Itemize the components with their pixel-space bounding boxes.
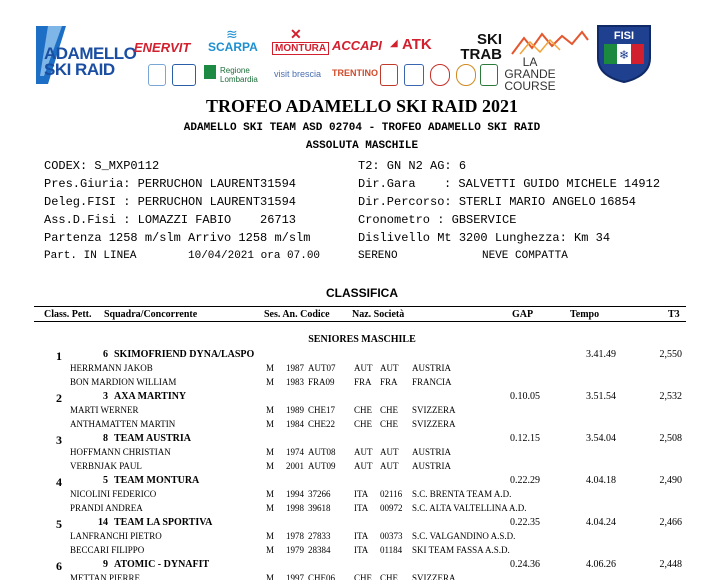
- team-t3: 2,550: [659, 349, 682, 360]
- athlete-club-code: AUT: [380, 447, 399, 457]
- header-ses-an-codice: Ses. An. Codice: [264, 309, 330, 320]
- partner-logo-7: [480, 64, 498, 86]
- team-time: 4.04.18: [586, 475, 616, 486]
- pres-giuria-field: Pres.Giuria: PERRUCHON LAURENT: [44, 177, 261, 191]
- event-title: TROFEO ADAMELLO SKI RAID 2021: [205, 96, 519, 116]
- athlete-club-code: FRA: [380, 377, 398, 387]
- team-time: 3.41.49: [586, 349, 616, 360]
- athlete-code: 27833: [308, 531, 331, 541]
- team-rank: 2: [56, 391, 62, 405]
- team-row: [0, 517, 724, 531]
- header-tempo: Tempo: [570, 309, 600, 320]
- athlete-club-name: S.C. ALTA VALTELLINA A.D.: [412, 503, 527, 513]
- lombardia-cross-icon: [204, 65, 216, 79]
- athlete-row: [0, 405, 724, 419]
- scarpa-logo: SCARPA: [208, 40, 258, 54]
- athlete-row: [0, 461, 724, 475]
- athlete-sex: M: [266, 363, 275, 373]
- team-name: TEAM AUSTRIA: [114, 433, 191, 444]
- athlete-club-code: 01184: [380, 545, 403, 555]
- team-bib: 14: [98, 517, 108, 528]
- visit-brescia-logo: visit brescia: [274, 69, 322, 79]
- fisi-logo-text: FISI: [613, 30, 635, 42]
- athlete-name: HERRMANN JAKOB: [70, 363, 153, 373]
- athlete-code: CHE06: [308, 573, 335, 580]
- t2-field: T2: GN N2 AG: 6: [358, 159, 467, 173]
- athlete-row: [0, 503, 724, 517]
- team-time: 3.51.54: [586, 391, 616, 402]
- dir-gara-value: : SALVETTI GUIDO MICHELE 14912: [444, 177, 661, 191]
- snow-field: NEVE COMPATTA: [482, 250, 568, 262]
- dir-percorso-code: 16854: [600, 195, 637, 209]
- codex-field: CODEX: S_MXP0112: [44, 159, 160, 173]
- team-time: 4.06.26: [586, 559, 616, 570]
- athlete-year: 1994: [286, 489, 304, 499]
- athlete-code: FRA09: [308, 377, 335, 387]
- team-time: 3.54.04: [586, 433, 616, 444]
- header-squadra: Squadra/Concorrente: [104, 309, 198, 320]
- athlete-club-name: SKI TEAM FASSA A.S.D.: [412, 545, 510, 555]
- start-type-field: Part. IN LINEA: [44, 250, 137, 262]
- ass-fisi-field: Ass.D.Fisi : LOMAZZI FABIO: [44, 213, 232, 227]
- athlete-year: 1989: [286, 405, 304, 415]
- athlete-year: 1974: [286, 447, 304, 457]
- partner-logo-4: [404, 64, 424, 86]
- athlete-name: VERBNJAK PAUL: [70, 461, 142, 471]
- athlete-sex: M: [266, 531, 275, 541]
- regione-lombardia-logo: Regione Lombardia: [220, 66, 258, 84]
- team-gap: 0.22.29: [510, 475, 540, 486]
- athlete-row: [0, 489, 724, 503]
- scarpa-wave-icon: ≋: [226, 26, 238, 42]
- athlete-year: 2001: [286, 461, 304, 471]
- team-row: [0, 475, 724, 489]
- athlete-year: 1998: [286, 503, 304, 513]
- table-top-rule: [34, 306, 686, 307]
- athlete-club-code: AUT: [380, 461, 399, 471]
- athlete-name: NICOLINI FEDERICO: [70, 489, 157, 499]
- team-rank: 5: [56, 517, 62, 531]
- dir-gara-label: Dir.Gara: [358, 177, 416, 191]
- enervit-logo: ENERVIT: [134, 40, 191, 55]
- athlete-nation: ITA: [354, 545, 369, 555]
- athlete-club-name: SVIZZERA: [412, 405, 456, 415]
- team-t3: 2,448: [659, 559, 682, 570]
- team-bib: 6: [103, 349, 108, 360]
- la-grande-course-logo: LA GRANDE COURSE: [504, 55, 556, 93]
- team-rank: 1: [56, 349, 62, 363]
- athlete-club-name: SVIZZERA: [412, 573, 456, 580]
- team-bib: 9: [103, 559, 108, 570]
- athlete-club-code: CHE: [380, 419, 398, 429]
- team-t3: 2,466: [659, 517, 682, 528]
- athlete-name: BECCARI FILIPPO: [70, 545, 145, 555]
- dir-percorso-field: Dir.Percorso: STERLI MARIO ANGELO: [358, 195, 596, 209]
- partner-logo-2: [172, 64, 196, 86]
- athlete-nation: ITA: [354, 531, 369, 541]
- team-gap: 0.22.35: [510, 517, 540, 528]
- athlete-year: 1979: [286, 545, 304, 555]
- athlete-name: LANFRANCHI PIETRO: [70, 531, 162, 541]
- ass-fisi-code: 26713: [260, 213, 297, 227]
- team-row: [0, 559, 724, 573]
- table-header-rule: [34, 321, 686, 322]
- dislivello-lunghezza-field: Dislivello Mt 3200 Lunghezza: Km 34: [358, 231, 611, 245]
- athlete-club-code: 00373: [380, 531, 403, 541]
- athlete-code: AUT09: [308, 461, 336, 471]
- athlete-name: MARTI WERNER: [70, 405, 139, 415]
- athlete-row: [0, 545, 724, 559]
- partenza-arrivo-field: Partenza 1258 m/slm Arrivo 1258 m/slm: [44, 231, 311, 245]
- athlete-code: CHE17: [308, 405, 335, 415]
- svg-text:❄: ❄: [618, 48, 630, 62]
- sponsor-logo-band: [0, 0, 724, 92]
- seniores-maschile-heading: SENIORES MASCHILE: [308, 334, 416, 345]
- athlete-club-name: S.C. BRENTA TEAM A.D.: [412, 489, 512, 499]
- athlete-nation: AUT: [354, 363, 373, 373]
- athlete-sex: M: [266, 573, 275, 580]
- partner-logo-3: [380, 64, 398, 86]
- trentino-logo: TRENTINO: [332, 68, 378, 78]
- athlete-club-code: CHE: [380, 573, 398, 580]
- organizer-line: ADAMELLO SKI TEAM ASD 02704 - TROFEO ADAMELLO SKI RAID: [183, 122, 541, 134]
- athlete-nation: CHE: [354, 419, 372, 429]
- team-bib: 8: [103, 433, 108, 444]
- team-gap: 0.24.36: [510, 559, 540, 570]
- athlete-sex: M: [266, 377, 275, 387]
- fisi-shield-icon: [594, 22, 654, 84]
- athlete-code: 28384: [308, 545, 331, 555]
- team-gap: 0.10.05: [510, 391, 540, 402]
- team-rank: 4: [56, 475, 62, 489]
- team-gap: 0.12.15: [510, 433, 540, 444]
- athlete-name: BON MARDION WILLIAM: [70, 377, 177, 387]
- athlete-code: AUT07: [308, 363, 336, 373]
- athlete-club-name: SVIZZERA: [412, 419, 456, 429]
- athlete-year: 1987: [286, 363, 304, 373]
- athlete-nation: FRA: [354, 377, 372, 387]
- athlete-year: 1997: [286, 573, 304, 580]
- athlete-sex: M: [266, 419, 275, 429]
- atk-triangle-icon: ◢: [390, 38, 398, 49]
- athlete-club-name: FRANCIA: [412, 377, 452, 387]
- athlete-code: CHE22: [308, 419, 335, 429]
- athlete-row: [0, 573, 724, 580]
- athlete-sex: M: [266, 447, 275, 457]
- team-rank: 3: [56, 433, 62, 447]
- athlete-nation: AUT: [354, 461, 373, 471]
- team-name: ATOMIC - DYNAFIT: [114, 559, 210, 570]
- athlete-row: [0, 531, 724, 545]
- athlete-club-code: AUT: [380, 363, 399, 373]
- header-gap: GAP: [512, 309, 534, 320]
- accapi-logo: ACCAPI: [332, 38, 382, 53]
- athlete-year: 1984: [286, 419, 304, 429]
- athlete-nation: AUT: [354, 447, 373, 457]
- athlete-sex: M: [266, 545, 275, 555]
- team-t3: 2,490: [659, 475, 682, 486]
- athlete-code: 39618: [308, 503, 331, 513]
- pres-giuria-code: 31594: [260, 177, 297, 191]
- team-bib: 5: [103, 475, 108, 486]
- athlete-name: METTAN PIERRE: [70, 573, 141, 580]
- category-line: ASSOLUTA MASCHILE: [305, 140, 419, 152]
- classifica-heading: CLASSIFICA: [326, 286, 398, 300]
- team-name: SKIMOFRIEND DYNA/LASPO: [114, 349, 255, 360]
- team-row: [0, 349, 724, 363]
- team-row: [0, 391, 724, 405]
- team-name: TEAM LA SPORTIVA: [114, 517, 213, 528]
- athlete-sex: M: [266, 405, 275, 415]
- header-naz-societa: Naz. Società: [352, 309, 405, 320]
- team-name: AXA MARTINY: [114, 391, 187, 402]
- athlete-year: 1983: [286, 377, 304, 387]
- athlete-name: HOFFMANN CHRISTIAN: [70, 447, 171, 457]
- cronometro-field: Cronometro : GBSERVICE: [358, 213, 517, 227]
- athlete-nation: CHE: [354, 405, 372, 415]
- atk-logo: ATK: [402, 36, 432, 53]
- montura-logo: MONTURA: [272, 42, 329, 55]
- team-t3: 2,532: [659, 391, 682, 402]
- header-class-pett: Class. Pett.: [44, 309, 92, 320]
- athlete-club-name: S.C. VALGANDINO A.S.D.: [412, 531, 516, 541]
- athlete-row: [0, 363, 724, 377]
- team-name: TEAM MONTURA: [114, 475, 200, 486]
- athlete-name: ANTHAMATTEN MARTIN: [70, 419, 176, 429]
- athlete-code: AUT08: [308, 447, 336, 457]
- partner-logo-5: [430, 64, 450, 86]
- partner-logo-6: [456, 64, 476, 86]
- athlete-club-name: AUSTRIA: [412, 447, 452, 457]
- athlete-year: 1978: [286, 531, 304, 541]
- athlete-row: [0, 419, 724, 433]
- athlete-nation: CHE: [354, 573, 372, 580]
- adamello-ski-raid-logo: ADAMELLO SKI RAID: [44, 44, 137, 79]
- athlete-row: [0, 447, 724, 461]
- team-row: [0, 433, 724, 447]
- weather-field: SERENO: [358, 250, 398, 262]
- team-rank: 6: [56, 559, 62, 573]
- athlete-sex: M: [266, 503, 275, 513]
- ski-trab-logo: SKI TRAB: [460, 31, 502, 63]
- athlete-code: 37266: [308, 489, 331, 499]
- athlete-club-code: 02116: [380, 489, 403, 499]
- athlete-club-name: AUSTRIA: [412, 363, 452, 373]
- athlete-sex: M: [266, 461, 275, 471]
- deleg-fisi-code: 31594: [260, 195, 297, 209]
- athlete-nation: ITA: [354, 489, 369, 499]
- montura-x-icon: ✕: [290, 26, 302, 42]
- header-t3: T3: [668, 309, 680, 320]
- date-time-field: 10/04/2021 ora 07.00: [188, 250, 321, 262]
- partner-logo-1: [148, 64, 166, 86]
- athlete-club-code: 00972: [380, 503, 403, 513]
- team-time: 4.04.24: [586, 517, 616, 528]
- athlete-club-code: CHE: [380, 405, 398, 415]
- athlete-row: [0, 377, 724, 391]
- deleg-fisi-field: Deleg.FISI : PERRUCHON LAURENT: [44, 195, 261, 209]
- athlete-sex: M: [266, 489, 275, 499]
- team-t3: 2,508: [659, 433, 682, 444]
- team-bib: 3: [103, 391, 108, 402]
- grande-course-mountain-icon: [510, 30, 590, 56]
- athlete-name: PRANDI ANDREA: [70, 503, 143, 513]
- athlete-nation: ITA: [354, 503, 369, 513]
- athlete-club-name: AUSTRIA: [412, 461, 452, 471]
